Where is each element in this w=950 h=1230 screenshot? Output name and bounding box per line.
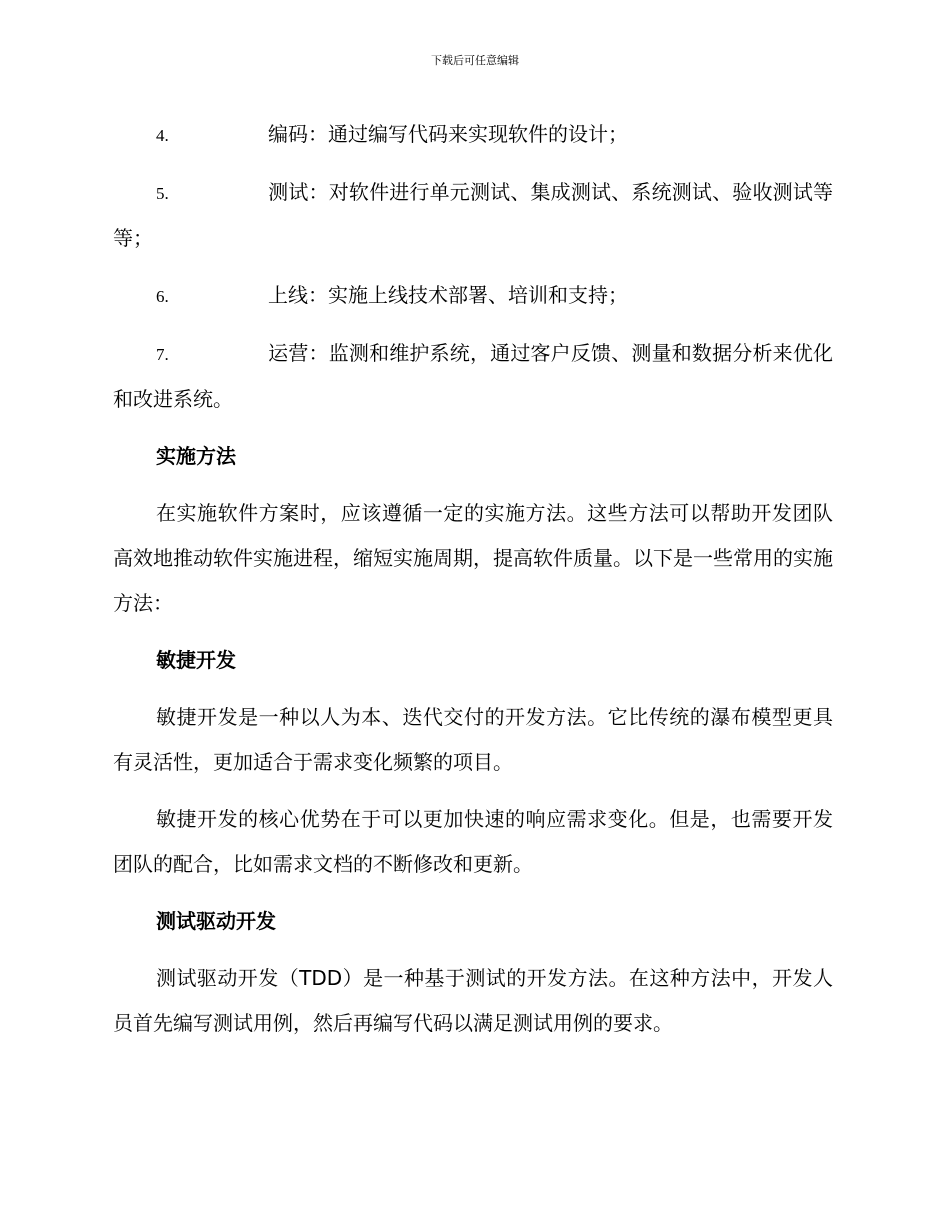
list-number: 4. [156,126,169,145]
list-item [113,170,833,261]
list-text: 运营：监测和维护系统，通过客户反馈、测量和数据分析来优化和改进系统。 [113,341,833,411]
list-text: 上线：实施上线技术部署、培训和支持； [268,283,628,307]
document-body [113,112,833,1058]
section-heading-tdd: 测试驱动开发 [156,909,276,933]
section-heading-agile: 敏捷开发 [156,648,236,672]
list-number: 6. [156,287,169,306]
list-item [113,112,833,158]
list-number: 5. [156,184,169,203]
agile-paragraph-1: 敏捷开发是一种以人为本、迭代交付的开发方法。它比传统的瀑布模型更具有灵活性，更加适合于需求变化频繁的项目。 [113,705,833,774]
page-header: 下载后可任意编辑 [431,54,519,67]
list-text: 测试：对软件进行单元测试、集成测试、系统测试、验收测试等等； [113,180,833,250]
list-item [113,331,833,422]
list-number: 7. [156,345,169,364]
impl-methods-paragraph: 在实施软件方案时，应该遵循一定的实施方法。这些方法可以帮助开发团队高效地推动软件实施进程，缩短实施周期，提高软件质量。以下是一些常用的实施方法： [113,501,833,615]
list-text: 编码：通过编写代码来实现软件的设计； [268,122,628,146]
list-item [113,273,833,319]
agile-paragraph-2: 敏捷开发的核心优势在于可以更加快速的响应需求变化。但是，也需要开发团队的配合，比如需求文档的不断修改和更新。 [113,807,833,876]
tdd-paragraph: 测试驱动开发（TDD）是一种基于测试的开发方法。在这种方法中，开发人员首先编写测试用例，然后再编写代码以满足测试用例的要求。 [113,966,833,1035]
section-heading-impl-methods: 实施方法 [156,444,236,468]
